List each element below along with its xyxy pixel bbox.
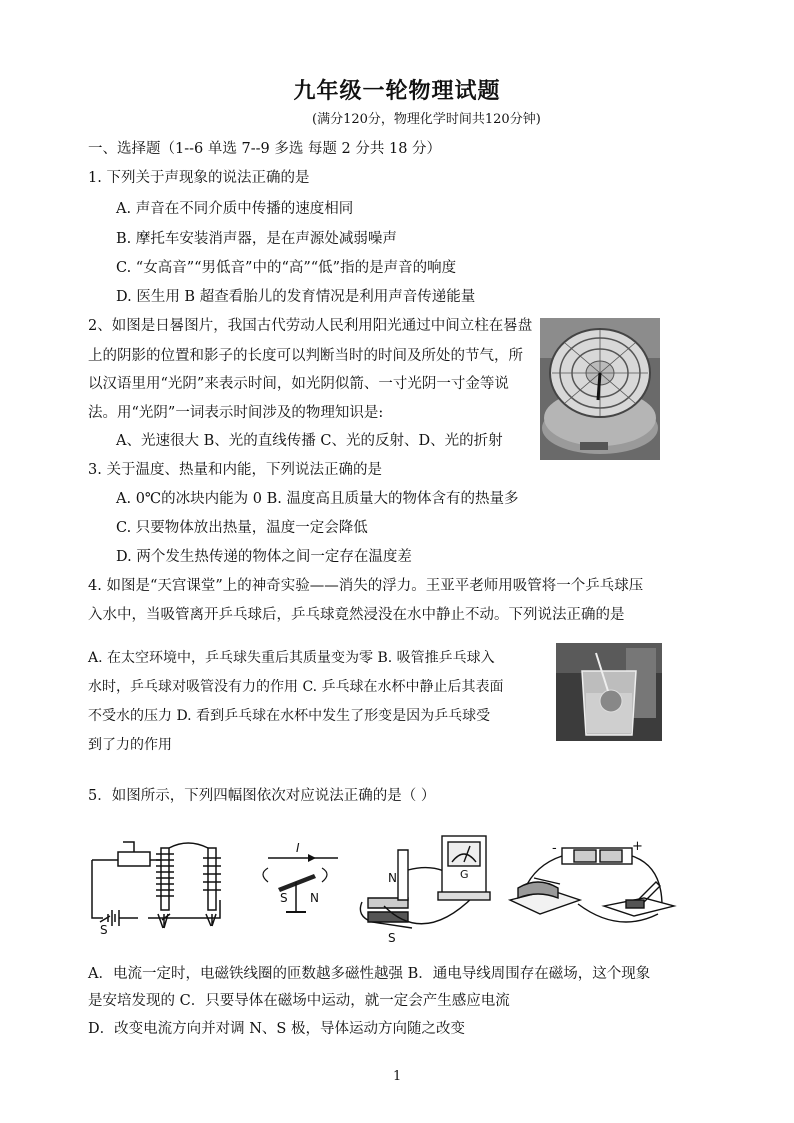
figure-2-n-label: N	[310, 891, 319, 905]
question-1-option-c: C. “女高音”“男低音”中的“高”“低”指的是声音的响度	[116, 260, 457, 276]
page-subtitle: (满分120分，物理化学时间共120分钟)	[312, 112, 541, 127]
question-3-options-ab: A. 0℃的冰块内能为 0 B. 温度高且质量大的物体含有的热量多	[116, 491, 519, 507]
question-4-option-line-2: 水时，乒乓球对吸管没有力的作用 C. 乒乓球在水杯中静止后其表面	[88, 679, 504, 695]
question-4-option-line-1: A. 在太空环境中，乒乓球失重后其质量变为零 B. 吸管推乒乓球入	[88, 650, 495, 666]
question-5-stem: 5．如图所示，下列四幅图依次对应说法正确的是（ ）	[88, 788, 436, 804]
question-4-option-line-4: 到了力的作用	[88, 737, 172, 753]
question-2-line-2: 上的阴影的位置和影子的长度可以判断当时的时间及所处的节气，所	[88, 348, 523, 364]
figure-4-plus-label: +	[632, 839, 643, 854]
question-2-line-1: 2、如图是日晷图片，我国古代劳动人民利用阳光通过中间立柱在晷盘	[88, 318, 533, 334]
figure-3-g-label: G	[460, 868, 469, 881]
question-4-option-line-3: 不受水的压力 D. 看到乒乓球在水杯中发生了形变是因为乒乓球受	[88, 708, 491, 724]
question-1-option-d: D. 医生用 B 超查看胎儿的发育情况是利用声音传递能量	[116, 289, 476, 305]
page-number: 1	[393, 1069, 402, 1084]
question-5-option-line-2: 是安培发现的 C．只要导体在磁场中运动，就一定会产生感应电流	[88, 993, 510, 1009]
section-heading: 一、选择题（1--6 单选 7--9 多选 每题 2 分共 18 分）	[88, 141, 442, 157]
question-5-option-line-1: A．电流一定时，电磁铁线圈的匝数越多磁性越强 B．通电导线周围存在磁场，这个现象	[88, 966, 651, 982]
induction-galvanometer-figure	[360, 836, 490, 928]
electromagnet-circuit-figure	[92, 842, 221, 928]
figure-2-current-label: I	[296, 841, 300, 855]
question-1-option-b: B. 摩托车安装消声器，是在声源处减弱噪声	[116, 231, 397, 247]
motor-principle-figure	[510, 848, 674, 922]
figure-2-s-label: S	[280, 891, 288, 905]
question-5-figures	[78, 830, 718, 950]
oersted-experiment-figure	[263, 854, 338, 912]
question-1-option-a: A. 声音在不同介质中传播的速度相同	[116, 201, 354, 217]
question-1-stem: 1. 下列关于声现象的说法正确的是	[88, 170, 310, 186]
sundial-photo	[540, 318, 660, 460]
question-5-option-line-3: D．改变电流方向并对调 N、S 极，导体运动方向随之改变	[88, 1021, 465, 1037]
figure-3-s-label: S	[388, 931, 396, 945]
pingpong-experiment-photo	[556, 643, 662, 741]
question-4-line-1: 4. 如图是“天宫课堂”上的神奇实验——消失的浮力。王亚平老师用吸管将一个乒乓球压	[88, 578, 644, 594]
question-2-line-3: 以汉语里用“光阴”来表示时间，如光阴似箭、一寸光阴一寸金等说	[88, 376, 509, 392]
question-3-stem: 3. 关于温度、热量和内能，下列说法正确的是	[88, 462, 382, 478]
question-3-option-c: C. 只要物体放出热量，温度一定会降低	[116, 520, 368, 536]
figure-3-n-label: N	[388, 871, 397, 885]
question-3-option-d: D. 两个发生热传递的物体之间一定存在温度差	[116, 549, 412, 565]
question-2-options: A、光速很大 B、光的直线传播 C、光的反射、D、光的折射	[116, 433, 503, 449]
page-title: 九年级一轮物理试题	[293, 78, 501, 104]
figure-1-switch-label: S	[100, 923, 108, 937]
question-2-line-4: 法。用“光阴”一词表示时间涉及的物理知识是:	[88, 405, 384, 421]
figure-4-minus-label: -	[552, 841, 557, 856]
question-4-line-2: 入水中，当吸管离开乒乓球后，乒乓球竟然浸没在水中静止不动。下列说法正确的是	[88, 607, 625, 623]
